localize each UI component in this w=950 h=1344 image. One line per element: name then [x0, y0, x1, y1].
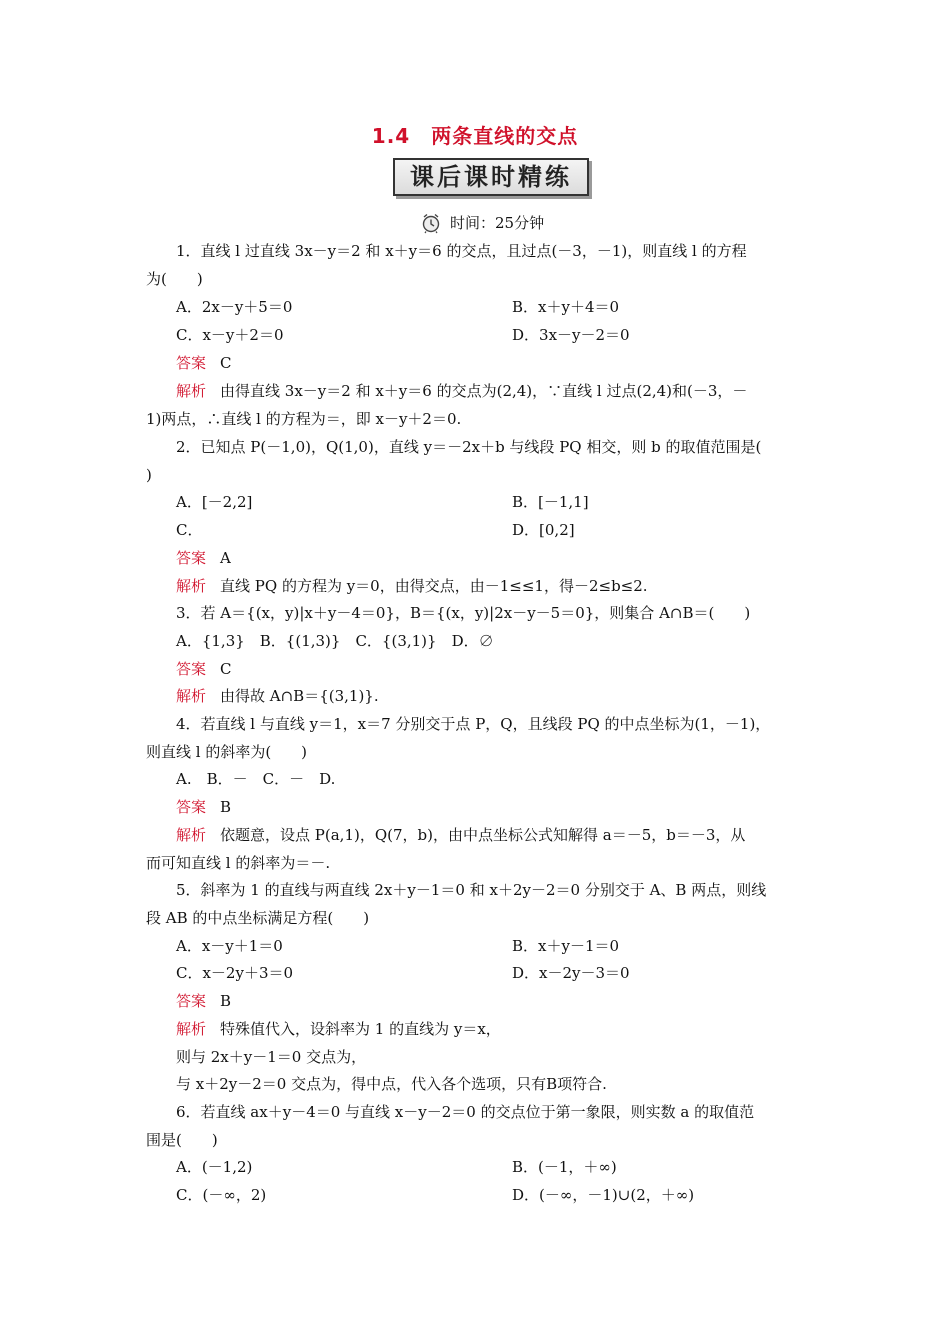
q5-analysis-3: 与 x＋2y－2＝0 交点为，得中点，代入各个选项，只有B项符合.: [176, 1075, 607, 1093]
analysis-tag: 解析: [176, 382, 207, 400]
answer-tag: 答案: [176, 549, 207, 567]
q5-option-d: D．x－2y－3＝0: [512, 964, 630, 982]
q2-answer-value: A: [220, 549, 231, 567]
q1-analysis-text-1: 由得直线 3x－y＝2 和 x＋y＝6 的交点为(2,4)，∵直线 l 过点(2,4)和(－3，－: [220, 382, 748, 400]
q1-option-a: A．2x－y＋5＝0: [176, 298, 293, 316]
q5-answer: [176, 990, 231, 1012]
q2-option-a: A．[－2,2]: [176, 493, 253, 511]
q2-option-c: C．: [176, 521, 203, 539]
q6-option-d: D．(－∞，－1)∪(2，＋∞): [512, 1186, 695, 1204]
analysis-tag: 解析: [176, 577, 207, 595]
analysis-tag: 解析: [176, 826, 207, 844]
q1-answer: [176, 352, 232, 374]
q5-option-b: B．x＋y－1＝0: [512, 937, 620, 955]
q5-analysis-1: [176, 1018, 501, 1040]
q1-answer-value: C: [220, 354, 232, 372]
q1-stem-2: 为( ): [146, 270, 203, 288]
answer-tag: 答案: [176, 660, 207, 678]
q1-option-c: C．x－y＋2＝0: [176, 326, 284, 344]
q2-analysis-1: [176, 575, 648, 597]
answer-tag: 答案: [176, 798, 207, 816]
q5-answer-value: B: [220, 992, 232, 1010]
q5-analysis-text-1: 特殊值代入，设斜率为 1 的直线为 y＝x，: [220, 1020, 501, 1038]
q1-option-d: D．3x－y－2＝0: [512, 326, 630, 344]
analysis-tag: 解析: [176, 1020, 207, 1038]
alarm-clock-icon: [420, 212, 442, 234]
time-limit: [420, 212, 544, 234]
q5-stem-1: 5．斜率为 1 的直线与两直线 2x＋y－1＝0 和 x＋2y－2＝0 分别交于 A、B 两点，则线: [176, 881, 767, 899]
q4-analysis-2: 而可知直线 l 的斜率为＝－.: [146, 854, 331, 872]
q2-option-b: B．[－1,1]: [512, 493, 589, 511]
q4-answer: [176, 796, 231, 818]
q5-stem-2: 段 AB 的中点坐标满足方程( ): [146, 909, 370, 927]
q5-analysis-2: 则与 2x＋y－1＝0 交点为，: [176, 1048, 367, 1066]
q6-stem-1: 6．若直线 ax＋y－4＝0 与直线 x－y－2＝0 的交点位于第一象限，则实数 a 的取值范: [176, 1103, 755, 1121]
q6-option-a: A．(－1,2): [176, 1158, 253, 1176]
q6-stem-2: 围是( ): [146, 1131, 218, 1149]
q5-option-a: A．x－y＋1＝0: [176, 937, 283, 955]
q2-option-d: D．[0,2]: [512, 521, 575, 539]
q1-option-b: B．x＋y＋4＝0: [512, 298, 620, 316]
q6-option-c: C．(－∞，2): [176, 1186, 267, 1204]
q3-options: A．{1,3} B．{(1,3)} C．{(3,1)} D．∅: [176, 632, 494, 650]
q1-analysis-2: 1)两点，∴直线 l 的方程为＝，即 x－y＋2＝0.: [146, 410, 462, 428]
q4-stem-1: 4．若直线 l 与直线 y＝1，x＝7 分别交于点 P，Q，且线段 PQ 的中点坐标为(1，－1)，: [176, 715, 771, 733]
q3-answer-value: C: [220, 660, 232, 678]
q1-analysis-1: [176, 380, 747, 402]
q2-stem-1: 2．已知点 P(－1,0)，Q(1,0)，直线 y＝－2x＋b 与线段 PQ 相交，则 b 的取值范围是(: [176, 438, 762, 456]
q4-analysis-1: [176, 824, 745, 846]
q2-stem-2: ): [146, 466, 152, 484]
q3-analysis-1: [176, 685, 379, 707]
page-title: 1.4 两条直线的交点: [371, 124, 579, 148]
q3-answer: [176, 658, 232, 680]
time-text: 时间：25分钟: [450, 214, 545, 232]
q6-option-b: B．(－1，＋∞): [512, 1158, 617, 1176]
q5-option-c: C．x－2y＋3＝0: [176, 964, 294, 982]
q2-analysis-text-1: 直线 PQ 的方程为 y＝0，由得交点，由－1≤≤1，得－2≤b≤2.: [220, 577, 648, 595]
section-banner: 课后课时精练: [393, 158, 589, 196]
q3-stem-1: 3．若 A＝{(x，y)|x＋y－4＝0}，B＝{(x，y)|2x－y－5＝0}，则集合 A∩B＝( ): [176, 604, 751, 622]
answer-tag: 答案: [176, 992, 207, 1010]
q2-answer: [176, 547, 231, 569]
q1-stem-1: 1．直线 l 过直线 3x－y＝2 和 x＋y＝6 的交点，且过点(－3，－1)，则直线 l 的方程: [176, 242, 747, 260]
q4-options: A. B．－ C．－ D.: [176, 770, 336, 788]
q4-answer-value: B: [220, 798, 232, 816]
q4-analysis-text-1: 依题意，设点 P(a,1)，Q(7，b)，由中点坐标公式知解得 a＝－5，b＝－3，从: [220, 826, 746, 844]
analysis-tag: 解析: [176, 687, 207, 705]
answer-tag: 答案: [176, 354, 207, 372]
q3-analysis-text-1: 由得故 A∩B＝{(3,1)}.: [220, 687, 379, 705]
q4-stem-2: 则直线 l 的斜率为( ): [146, 743, 308, 761]
